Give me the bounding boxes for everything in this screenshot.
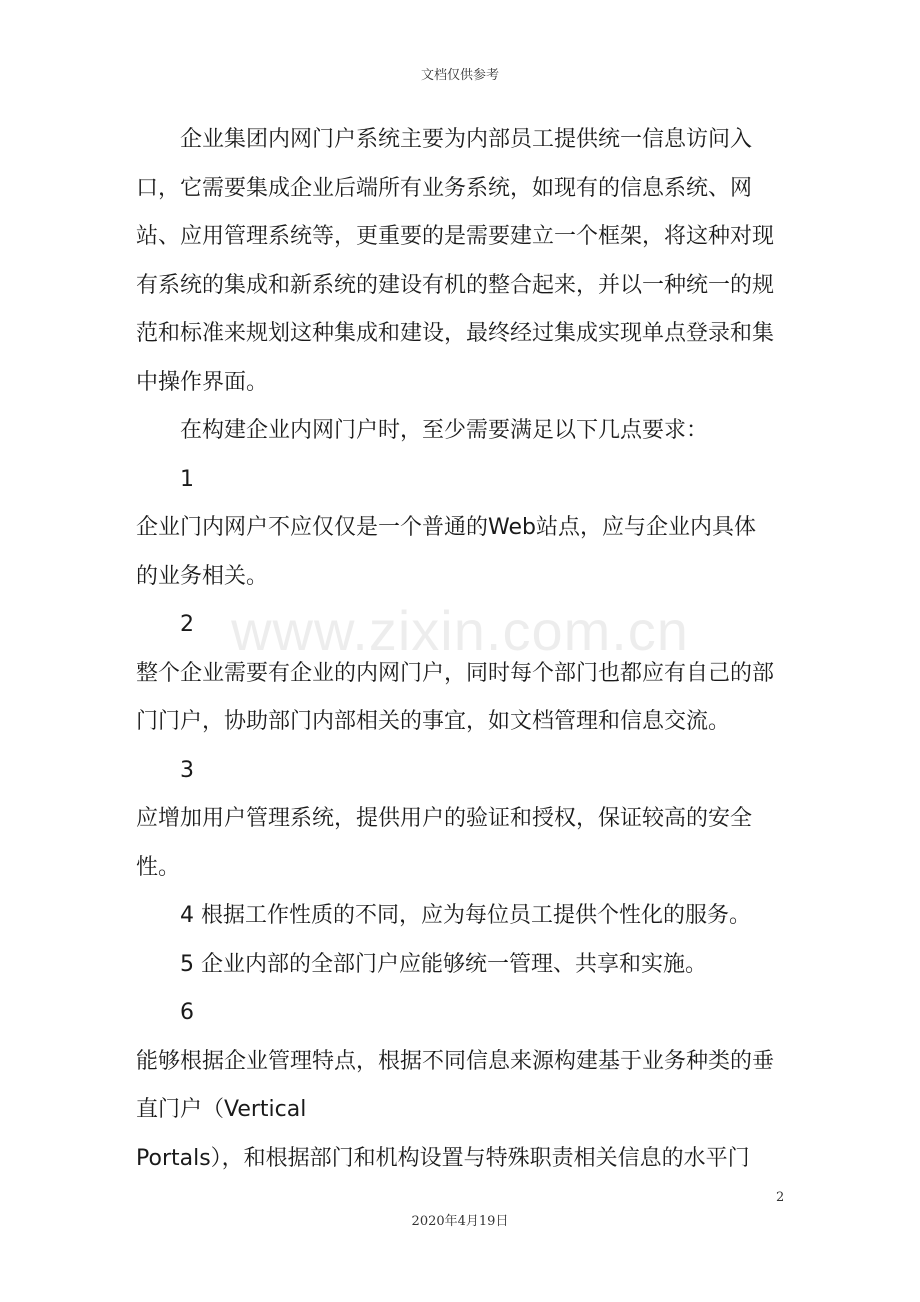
document-body	[136, 116, 776, 1183]
page-footer-date: 2020年4月19日	[411, 1214, 509, 1229]
page-number: 2	[776, 1190, 785, 1205]
list-number-1: 1	[180, 466, 194, 492]
list-item-2: 整个企业需要有企业的内网门户，同时每个部门也都应有自己的部门门户，协助部门内部相关的事宜，如文档管理和信息交流。	[136, 660, 775, 734]
list-number-6: 6	[180, 1000, 194, 1025]
watermark: www.zixin.com.cn	[231, 599, 689, 662]
list-number-2: 2	[180, 612, 194, 637]
list-item-6-line-2: Portals），和根据部门和机构设置与特殊职责相关信息的水平门	[136, 1145, 750, 1171]
paragraph-intro: 企业集团内网门户系统主要为内部员工提供统一信息访问入口，它需要集成企业后端所有业务系统，如现有的信息系统、网站、应用管理系统等，更重要的是需要建立一个框架，将这种对现有系统的集成和新系统的建设有机的整合起来，并以一种统一的规范和标准来规划这种集成和建设，最终经过集成实现单点登录和集中操作界面。	[136, 127, 775, 395]
list-item-6-line-1: 能够根据企业管理特点，根据不同信息来源构建基于业务种类的垂直门户（Vertical	[136, 1048, 775, 1122]
list-item-4: 4 根据工作性质的不同，应为每位员工提供个性化的服务。	[180, 903, 751, 928]
page-header: 文档仅供参考	[420, 68, 499, 83]
list-item-1: 企业门内网户不应仅仅是一个普通的Web站点，应与企业内具体的业务相关。	[136, 515, 756, 589]
paragraph-requirements-lead: 在构建企业内网门户时，至少需要满足以下几点要求：	[180, 418, 709, 443]
list-number-3: 3	[180, 757, 194, 783]
list-item-5: 5 企业内部的全部门户应能够统一管理、共享和实施。	[180, 951, 707, 977]
list-item-3: 应增加用户管理系统，提供用户的验证和授权，保证较高的安全性。	[136, 806, 753, 880]
